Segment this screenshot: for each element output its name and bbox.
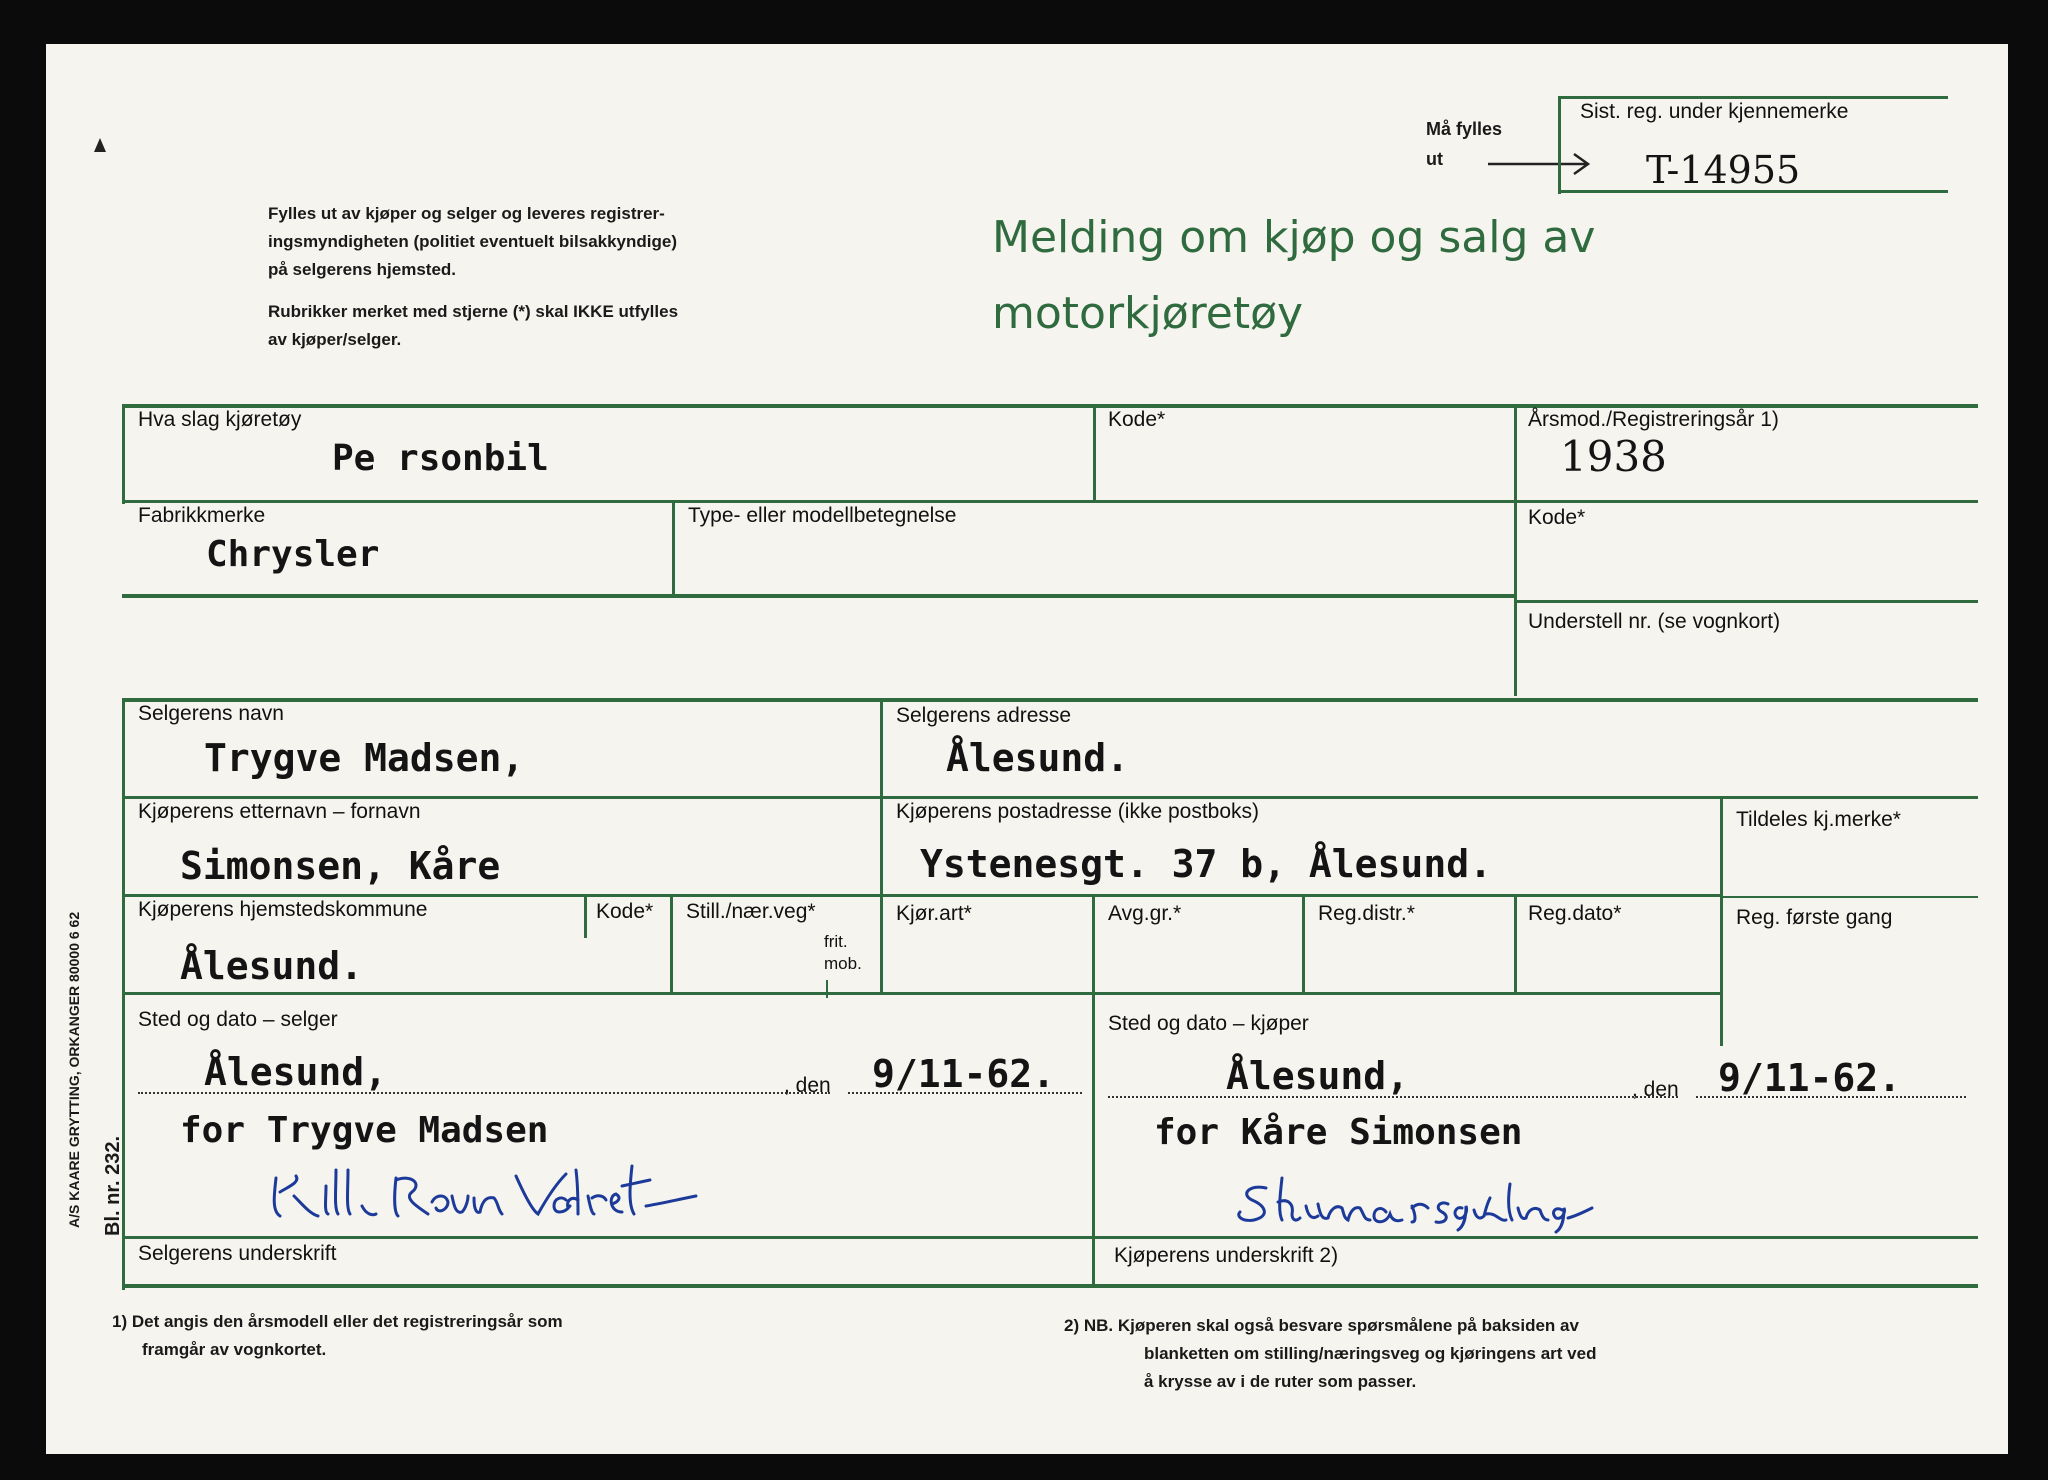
model-label: Type- eller modellbetegnelse: [688, 504, 957, 527]
seller-for-value: for Trygve Madsen: [180, 1110, 549, 1151]
seller-address-value: Ålesund.: [946, 736, 1130, 780]
buyer-kode-label: Kode*: [596, 900, 654, 923]
printer-imprint: A/S KAARE GRYTTING, ORKANGER 80000 6 62: [66, 911, 82, 1228]
ma-fylles-line2: ut: [1426, 149, 1443, 169]
footnote-2-line1: 2) NB. Kjøperen skal også besvare spørsmålene på baksiden av: [1064, 1316, 1579, 1335]
make-value: Chrysler: [206, 534, 380, 575]
corner-mark-icon: [90, 136, 110, 156]
instruction-line: av kjøper/selger.: [268, 330, 402, 349]
seller-name-value: Trygve Madsen,: [204, 736, 525, 780]
rule-year-divider: [1514, 404, 1517, 696]
rule-kode-cell: [584, 896, 587, 938]
rule-seller-top: [122, 698, 1978, 702]
rule-make-bottom: [122, 594, 1514, 598]
footnote-1: [112, 1308, 563, 1364]
sist-reg-value: T-14955: [1646, 148, 1801, 192]
rule-regdistr-cell: [1302, 896, 1305, 994]
footnote-1-line2: framgår av vognkortet.: [142, 1340, 327, 1359]
rule-avggr-cell: [1092, 896, 1095, 994]
instruction-line: på selgerens hjemsted.: [268, 260, 457, 279]
frit-label: frit.: [824, 932, 848, 951]
rule-kode2-bottom: [1514, 600, 1978, 603]
vehicle-type-label: Hva slag kjøretøy: [138, 408, 302, 431]
buyer-date-dotted-line: [1696, 1096, 1966, 1098]
rule-signature-divider: [1092, 994, 1095, 1284]
buyer-den-label: , den: [1632, 1078, 1679, 1101]
seller-signature-image: [266, 1156, 706, 1228]
seller-sign-label: Selgerens underskrift: [138, 1242, 337, 1265]
seller-den-label: , den: [784, 1074, 831, 1097]
ref-box-top-border: [1558, 96, 1948, 99]
still-label: Still./nær.veg*: [686, 900, 816, 923]
footnote-2-line3: å krysse av i de ruter som passer.: [1144, 1372, 1417, 1391]
rule-regdato-cell: [1514, 896, 1517, 994]
instruction-line: ingsmyndigheten (politiet eventuelt bilsakkyndige): [268, 232, 678, 251]
buyer-for-value: for Kåre Simonsen: [1154, 1112, 1523, 1153]
year-label: Årsmod./Registreringsår 1): [1528, 408, 1779, 431]
rule-signature-bottom: [122, 1284, 1978, 1288]
buyer-signature-image: [1226, 1168, 1596, 1234]
buyer-date-value: 9/11-62.: [1718, 1056, 1902, 1100]
seller-date-value: 9/11-62.: [872, 1052, 1056, 1096]
kode-label: Kode*: [1108, 408, 1166, 431]
arrow-right-icon: [1486, 144, 1606, 184]
regforste-label: Reg. første gang: [1736, 906, 1893, 929]
instruction-line: Fylles ut av kjøper og selger og leveres registrer-: [268, 204, 665, 223]
footnote-1-line1: 1) Det angis den årsmodell eller det registreringsår som: [112, 1312, 563, 1331]
tildeles-label: Tildeles kj.merke*: [1736, 808, 1901, 831]
regdato-label: Reg.dato*: [1528, 902, 1622, 925]
form-title-line1: Melding om kjøp og salg av: [992, 212, 1596, 263]
instructions-block: [268, 200, 678, 354]
rule-vehicle-left: [122, 404, 125, 504]
rule-kjorart-cell: [880, 896, 883, 994]
seller-place-dotted-line: [138, 1092, 830, 1094]
avggr-label: Avg.gr.*: [1108, 902, 1182, 925]
seller-address-label: Selgerens adresse: [896, 704, 1072, 727]
seller-place-label: Sted og dato – selger: [138, 1008, 338, 1031]
regdistr-label: Reg.distr.*: [1318, 902, 1415, 925]
buyer-address-label: Kjøperens postadresse (ikke postboks): [896, 800, 1259, 823]
rule-frit-tick: [826, 980, 828, 998]
instruction-line: Rubrikker merket med stjerne (*) skal IKKE utfylles: [268, 302, 679, 321]
rule-kode-divider: [1093, 404, 1096, 500]
kode2-label: Kode*: [1528, 506, 1586, 529]
sist-reg-label: Sist. reg. under kjennemerke: [1580, 100, 1849, 123]
seller-place-value: Ålesund,: [204, 1050, 388, 1094]
footnote-2-line2: blanketten om stilling/næringsveg og kjøringens art ved: [1144, 1344, 1597, 1363]
ma-fylles-line1: Må fylles: [1426, 119, 1503, 139]
chassis-label: Understell nr. (se vognkort): [1528, 610, 1781, 633]
rule-tildeles-bottom: [1720, 896, 1978, 898]
form-number: Bl. nr. 232.: [102, 1135, 124, 1236]
year-value: 1938: [1560, 432, 1667, 481]
rule-seller-bottom: [122, 796, 1978, 799]
kjorart-label: Kjør.art*: [896, 902, 972, 925]
mob-label: mob.: [824, 954, 862, 973]
buyer-place-value: Ålesund,: [1226, 1054, 1410, 1098]
footnote-2: [1064, 1312, 1596, 1396]
rule-vehicle-mid: [122, 500, 1978, 503]
seller-name-label: Selgerens navn: [138, 702, 284, 725]
buyer-name-label: Kjøperens etternavn – fornavn: [138, 800, 421, 823]
rule-tildeles-divider: [1720, 796, 1723, 1046]
buyer-sign-label: Kjøperens underskrift 2): [1114, 1244, 1339, 1267]
vehicle-type-value: Pe rsonbil: [332, 438, 549, 479]
form-title-line2: motorkjøretøy: [992, 288, 1304, 339]
rule-still-cell: [670, 896, 673, 992]
municipality-label: Kjøperens hjemstedskommune: [138, 898, 428, 921]
rule-municipality-bottom: [122, 992, 1720, 995]
make-label: Fabrikkmerke: [138, 504, 266, 527]
rule-buyer-bottom: [122, 894, 1720, 897]
form-paper: [46, 44, 2008, 1454]
rule-seller-divider: [880, 698, 883, 798]
buyer-place-dotted-line: [1108, 1096, 1678, 1098]
municipality-value: Ålesund.: [180, 944, 364, 988]
buyer-place-label: Sted og dato – kjøper: [1108, 1012, 1309, 1035]
seller-date-dotted-line: [848, 1092, 1082, 1094]
rule-signature-mid: [122, 1236, 1978, 1239]
buyer-address-value: Ystenesgt. 37 b, Ålesund.: [920, 842, 1492, 886]
ref-box-left-border: [1558, 96, 1561, 194]
rule-make-divider: [672, 502, 675, 596]
buyer-name-value: Simonsen, Kåre: [180, 844, 501, 888]
rule-buyer-divider: [880, 796, 883, 896]
